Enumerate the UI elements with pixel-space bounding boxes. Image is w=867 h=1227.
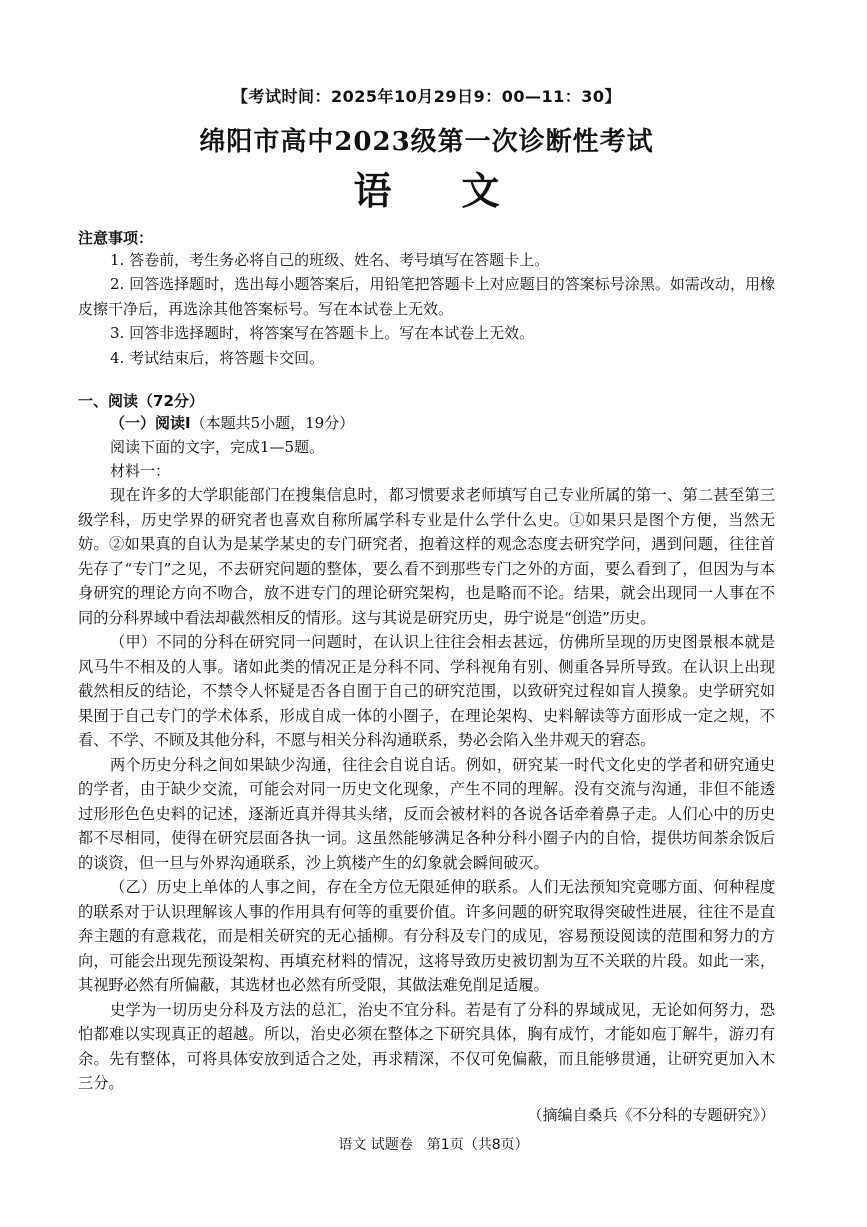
subsection-heading <box>78 411 775 435</box>
notice-item: 1. 答卷前，考生务必将自己的班级、姓名、考号填写在答题卡上。 <box>110 251 550 269</box>
exam-time: 【考试时间：2025年10月29日9：00—11：30】 <box>232 87 621 106</box>
subsection-info: （本题共5小题，19分） <box>190 414 355 433</box>
passage-paragraph: （乙）历史上单体的人事之间，存在全方位无限延伸的联系。人们无法预知究竟哪方面、何种程度的联系对于认识理解该人事的作用具有何等的重要价值。许多问题的研究取得突破性进展，往往不是直奔主题的有意栽花，而是相关研究的无心插柳。有分科及专门的成见，容易预设阅读的范围和努力的方向，可能会出现先预设架构、再填充材料的情况，这将导致历史被切割为互不关联的片段。如此一来，其视野必然有所偏蔽，其选材也必然有所受限，其做法难免削足适履。 <box>78 878 775 995</box>
notice-heading: 注意事项： <box>78 229 154 247</box>
subsection-label: （一）阅读Ⅰ <box>110 414 191 433</box>
page-footer: 语文 试题卷 第1页（共8页） <box>338 1137 529 1153</box>
instruction: 阅读下面的文字，完成1—5题。 <box>110 438 325 457</box>
notice-item: 4. 考试结束后，将答题卡交回。 <box>110 348 325 367</box>
passage-paragraph: 两个历史分科之间如果缺少沟通，往往会自说自话。例如，研究某一时代文化史的学者和研究通史的学者，由于缺少交流，可能会对同一历史文化现象，产生不同的理解。没有交流与沟通，非但不能透过形形色色史料的记述，逐渐近真并得其头绪，反而会被材料的各说各话牵着鼻子走。人们心中的历史都不尽相同，使得在研究层面各执一词。这虽然能够满足各种分科小圈子内的自恰，提供坊间茶余饭后的谈资，但一旦与外界沟通联系，沙上筑楼产生的幻象就会瞬间破灭。 <box>78 755 775 872</box>
subject-char-1: 语 <box>353 168 392 213</box>
passage-paragraph: （甲）不同的分科在研究同一问题时，在认识上往往会相去甚远，仿佛所呈现的历史图景根本就是风马牛不相及的人事。诸如此类的情况正是分科不同、学科视角有别、侧重各异所导致。在认识上出现截然相反的结论，不禁令人怀疑是否各自囿于自己的研究范围，以致研究过程如盲人摸象。史学研究如果囿于自己专门的学术体系，形成自成一体的小圈子，在理论架构、史料解读等方面形成一定之规，不看、不学、不顾及其他分科，不愿与相关分科沟通联系，势必会陷入坐井观天的窘态。 <box>78 633 775 750</box>
material-label: 材料一： <box>110 462 171 481</box>
passage-source: （摘编自桑兵《不分科的专题研究》） <box>527 1105 775 1124</box>
exam-title: 绵阳市高中2023级第一次诊断性考试 <box>199 127 654 157</box>
passage-paragraph: 史学为一切历史分科及方法的总汇，治史不宜分科。若是有了分科的界域成见，无论如何努力，恐怕都难以实现真正的超越。所以，治史必须在整体之下研究具体，胸有成竹，才能如庖丁解牛，游刃有余。先有整体，可将具体安放到适合之处，再求精深，不仅可免偏蔽，而且能够贯通，让研究更加入木三分。 <box>78 1000 775 1093</box>
passage-paragraph: 现在许多的大学职能部门在搜集信息时，都习惯要求老师填写自己专业所属的第一、第二甚至第三级学科，历史学界的研究者也喜欢自称所属学科专业是什么学什么史。①如果只是图个方便，当然无妨。②如果真的自认为是某学某史的专门研究者，抱着这样的观念态度去研究学问，遇到问题，往往首先存了“专门”之见，不去研究问题的整体，要么看不到那些专门之外的方面，要么看到了，但因为与本身研究的理论方向不吻合，放不进专门的理论研究架构，也是略而不论。结果，就会出现同一人事在不同的分科界域中看法却截然相反的情形。这与其说是研究历史，毋宁说是“创造”历史。 <box>78 486 775 627</box>
section-title: 一、阅读（72分） <box>78 392 204 411</box>
notice-item: 2. 回答选择题时，选出每小题答案后，用铅笔把答题卡上对应题目的答案标号涂黑。如需改动，用橡皮擦干净后，再选涂其他答案标号。写在本试卷上无效。 <box>78 275 775 318</box>
subject-title <box>78 160 775 215</box>
notice-item: 3. 回答非选择题时，将答案写在答题卡上。写在本试卷上无效。 <box>110 324 535 343</box>
subject-char-2: 文 <box>461 168 500 213</box>
